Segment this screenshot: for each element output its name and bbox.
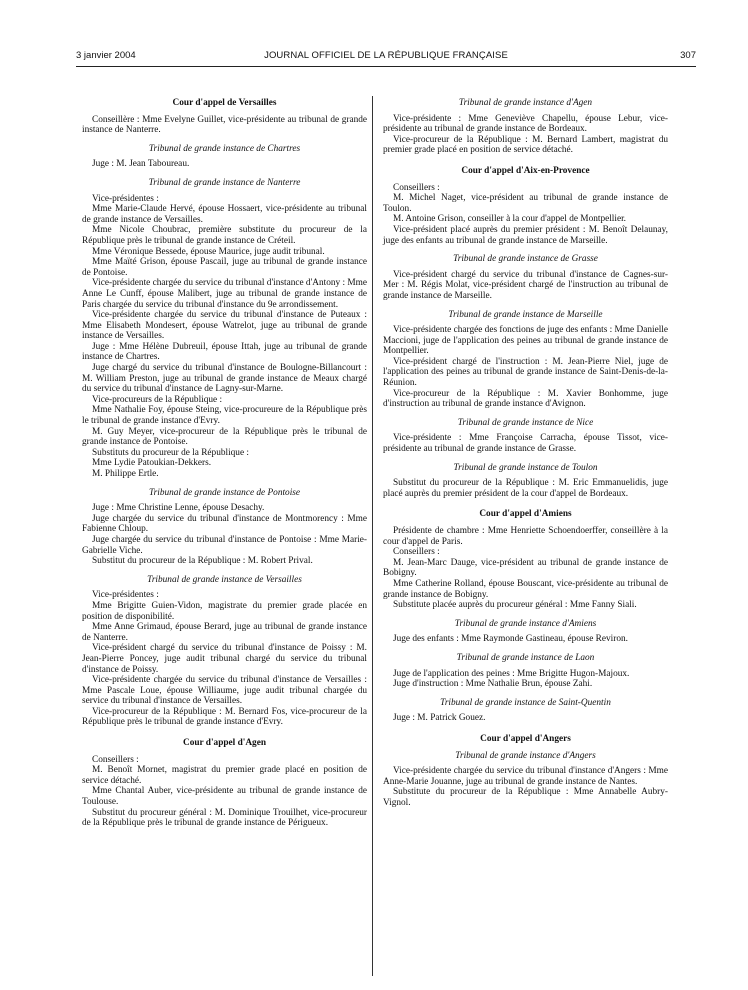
paragraph: Substitut du procureur de la République : M. Robert Prival. [92,556,313,567]
paragraph: Juge chargé du service du tribunal d'instance de Boulogne-Billancourt : M. William Preston, juge au tribunal de grande instance de Meaux chargé du service du tribunal d'instance de Lagny-sur-Marne. [82,363,367,395]
paragraph: Vice-président chargé du service du tribunal d'instance de Cagnes-sur-Mer : M. Régis Molat, vice-président chargé de l'instruction au tribunal de grande instance de Marseille. [383,269,668,301]
paragraph: Vice-président chargé du service du tribunal d'instance de Poissy : M. Jean-Pierre Poncey, juge audit tribunal chargé du service du tribunal d'instance de Poissy. [82,643,367,675]
court-heading: Cour d'appel d'Amiens [479,509,572,520]
paragraph: M. Philippe Ertle. [92,469,159,479]
paragraph: Mme Nathalie Foy, épouse Steing, vice-procureure de la République près le tribunal de grande instance d'Evry. [82,405,367,427]
court-heading: Cour d'appel d'Angers [480,733,571,744]
tribunal-heading: Tribunal de grande instance d'Amiens [454,618,597,629]
court-heading: Cour d'appel d'Aix-en-Provence [461,165,590,176]
tribunal-heading: Tribunal de grande instance d'Angers [455,750,596,761]
journal-title: JOURNAL OFFICIEL DE LA RÉPUBLIQUE FRANÇAISE [264,50,508,61]
issue-date: 3 janvier 2004 [76,50,136,61]
paragraph: Mme Maïté Grison, épouse Pascail, juge au tribunal de grande instance de Pontoise. [82,257,367,278]
paragraph: Juge : M. Jean Taboureau. [92,159,190,170]
tribunal-heading: Tribunal de grande instance de Grasse [453,254,598,265]
paragraph: Mme Catherine Rolland, épouse Bouscant, vice-présidente au tribunal de grande instance de Bobigny. [383,578,668,600]
paragraph: Conseillers : [393,182,440,193]
paragraph: Juge chargée du service du tribunal d'instance de Pontoise : Mme Marie-Gabrielle Viche. [82,534,367,556]
paragraph: Vice-présidente chargée du service du tribunal d'instance de Versailles : Mme Pascale Loue, épouse Williaume, juge audit tribunal chargée du service du tribunal d'instance de Versailles. [82,675,367,707]
header-rule [76,66,696,67]
paragraph: Mme Véronique Bessede, épouse Maurice, juge audit tribunal. [92,246,325,257]
tribunal-heading: Tribunal de grande instance d'Agen [458,98,593,108]
tribunal-heading: Tribunal de grande instance de Laon [456,652,595,663]
column-divider [372,96,373,976]
paragraph: Mme Lydie Patoukian-Dekkers. [92,458,212,469]
paragraph: Vice-présidentes : [92,193,159,204]
paragraph: M. Guy Meyer, vice-procureur de la République près le tribunal de grande instance de Pontoise. [82,426,367,448]
paragraph: Présidente de chambre : Mme Henriette Schoendoerffer, conseillère à la cour d'appel de Paris. [383,526,668,547]
paragraph: Mme Marie-Claude Hervé, épouse Hossaert, vice-présidente au tribunal de grande instance de Versailles. [82,204,367,225]
paragraph: Vice-procureur de la République : M. Xavier Bonhomme, juge d'instruction au tribunal de grande instance d'Avignon. [383,388,668,410]
paragraph: Conseillers : [393,547,440,558]
paragraph: Juge des enfants : Mme Raymonde Gastineau, épouse Reviron. [393,634,628,645]
paragraph: Vice-présidente chargée du service du tribunal d'instance d'Antony : Mme Anne Le Cunff, épouse Malibert, juge au tribunal de grande instance de Paris chargée du service du tribunal d'instance du 9e arrondissement. [82,278,367,310]
paragraph: M. Benoît Mornet, magistrat du premier grade placé en position de service détaché. [82,765,367,786]
paragraph: Substitute placée auprès du procureur général : Mme Fanny Siali. [393,600,637,611]
tribunal-heading: Tribunal de grande instance de Nice [457,417,594,428]
paragraph: Vice-procureur de la République : M. Bernard Fos, vice-procureur de la République près le tribunal de grande instance d'Evry. [82,706,367,728]
paragraph: Substituts du procureur de la République : [92,447,249,458]
right-column [383,96,668,808]
paragraph: M. Jean-Marc Dauge, vice-président au tribunal de grande instance de Bobigny. [383,557,668,579]
paragraph: M. Antoine Grison, conseiller à la cour d'appel de Montpellier. [393,214,627,225]
paragraph: Juge : M. Patrick Gouez. [393,713,486,724]
paragraph: Vice-président placé auprès du premier président : M. Benoît Delaunay, juge des enfants au tribunal de grande instance de Marseille. [383,224,668,246]
tribunal-heading: Tribunal de grande instance de Versailles [147,574,302,585]
paragraph: Vice-procureurs de la République : [92,394,223,405]
paragraph: Juge : Mme Christine Lenne, épouse Desachy. [92,503,265,514]
paragraph: Vice-présidente : Mme Françoise Carracha, épouse Tissot, vice-présidente au tribunal de grande instance de Grasse. [383,433,668,455]
tribunal-heading: Tribunal de grande instance de Nanterre [148,177,301,188]
paragraph: Vice-présidentes : [92,590,159,601]
paragraph: Mme Brigitte Guien-Vidon, magistrate du premier grade placée en position de disponibilité. [82,600,367,622]
tribunal-heading: Tribunal de grande instance de Pontoise [148,487,301,498]
paragraph: Substitut du procureur général : M. Dominique Trouilhet, vice-procureur de la République près le tribunal de grande instance de Périgueux. [82,807,367,829]
paragraph: Mme Anne Grimaud, épouse Berard, juge au tribunal de grande instance de Nanterre. [82,622,367,643]
paragraph: Conseillers : [92,754,139,765]
page-number: 307 [680,50,696,61]
paragraph: Vice-procureur de la République : M. Bernard Lambert, magistrat du premier grade placé en position de service détaché. [383,134,668,156]
paragraph: Vice-président chargé de l'instruction : M. Jean-Pierre Niel, juge de l'application des peines au tribunal de grande instance de Saint-Denis-de-la-Réunion. [383,356,668,389]
paragraph: M. Michel Naget, vice-président au tribunal de grande instance de Toulon. [383,193,668,214]
paragraph: Conseillère : Mme Evelyne Guillet, vice-présidente au tribunal de grande instance de Nanterre. [82,114,367,136]
tribunal-heading: Tribunal de grande instance de Saint-Quentin [440,697,611,708]
paragraph: Juge de l'application des peines : Mme Brigitte Hugon-Majoux. [393,668,630,679]
paragraph: Vice-présidente chargée du service du tribunal d'instance d'Angers : Mme Anne-Marie Jouanne, juge au tribunal de grande instance de Nantes. [383,766,668,787]
paragraph: Substitute du procureur de la République : Mme Annabelle Aubry-Vignol. [383,787,668,808]
tribunal-heading: Tribunal de grande instance de Marseille [448,309,603,320]
tribunal-heading: Tribunal de grande instance de Chartres [148,143,301,154]
left-column [82,96,367,829]
paragraph: Substitut du procureur de la République : M. Eric Emmanuelidis, juge placé auprès du premier président de la cour d'appel de Bordeaux. [383,478,668,499]
paragraph: Vice-présidente chargée des fonctions de juge des enfants : Mme Danielle Maccioni, juge de l'application des peines au tribunal de grande instance de Montpellier. [383,325,668,357]
paragraph: Vice-présidente chargée du service du tribunal d'instance de Puteaux : Mme Elisabeth Mondesert, épouse Watrelot, juge au tribunal de grande instance de Versailles. [82,310,367,342]
paragraph: Mme Nicole Choubrac, première substitute du procureur de la République près le tribunal de grande instance de Créteil. [82,225,367,246]
paragraph: Juge chargée du service du tribunal d'instance de Montmorency : Mme Fabienne Chloup. [82,513,367,535]
paragraph: Mme Chantal Auber, vice-présidente au tribunal de grande instance de Toulouse. [82,786,367,808]
tribunal-heading: Tribunal de grande instance de Toulon [453,462,598,473]
paragraph: Juge : Mme Hélène Dubreuil, épouse Ittah, juge au tribunal de grande instance de Chartres. [82,341,367,363]
court-heading: Cour d'appel d'Agen [182,738,266,749]
court-heading: Cour d'appel de Versailles [172,98,277,108]
paragraph: Juge d'instruction : Mme Nathalie Brun, épouse Zahi. [393,679,593,690]
page-header [76,50,696,64]
paragraph: Vice-présidente : Mme Geneviève Chapellu, épouse Lebur, vice-présidente au tribunal de grande instance de Bordeaux. [383,113,668,135]
